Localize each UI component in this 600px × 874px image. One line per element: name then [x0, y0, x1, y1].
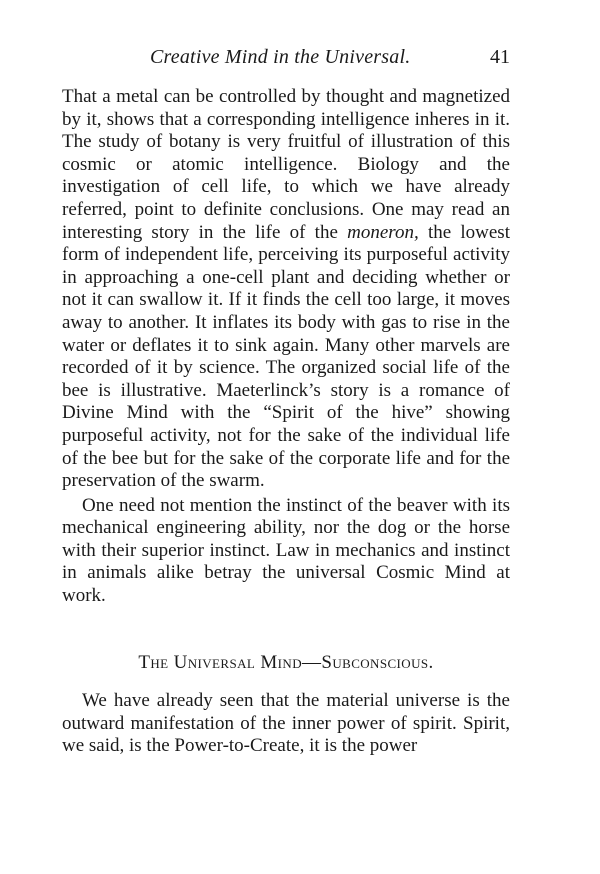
- body-text: [62, 86, 510, 608]
- running-head: [62, 46, 510, 74]
- section-paragraph: We have already seen that the material universe is the outward manifestation of the inner power of spirit. Spirit, we said, is the Power-to-Create, it is the power: [62, 690, 510, 757]
- running-title: Creative Mind in the Universal.: [150, 46, 411, 68]
- section-heading: The Universal Mind—Subconscious.: [138, 652, 434, 673]
- paragraph-1-start: That a metal can be controlled by thought and magnetized by it, shows that a corresponding intelligence inheres in it. The study of botany is very fruitful of illustration of this cosmic or atomic intelligence. Biology and the investigation of cell life, to which we have already referred, point to definite conclusions. One may read an interesting story in the life of the: [62, 86, 510, 243]
- emphasized-term: moneron,: [347, 221, 419, 243]
- paragraph-2: One need not mention the instinct of the beaver with its mechanical engineering ability, nor the dog or the horse with their superior instinct. Law in mechanics and instinct in animals alike betray the universal Cosmic Mind at work.: [62, 494, 510, 607]
- section-body: [62, 690, 510, 758]
- paragraph-1-end: the lowest form of independent life, perceiving its purposeful activity in approaching a one-cell plant and deciding whether or not it can swallow it. If it finds the cell too large, it moves away to another. It inflates its body with gas to rise in the water or deflates it to sink again. Many other marvels are recorded of it by science. The organized social life of the bee is illustrative. Maeterlinck’s story is a romance of Divine Mind with the “Spirit of the hive” showing purposeful activity, not for the sake of the individual life of the bee but for the sake of the corporate life and for the preservation of the swarm.: [62, 221, 510, 492]
- paragraph-1: [62, 86, 510, 493]
- page-number: 41: [490, 46, 510, 68]
